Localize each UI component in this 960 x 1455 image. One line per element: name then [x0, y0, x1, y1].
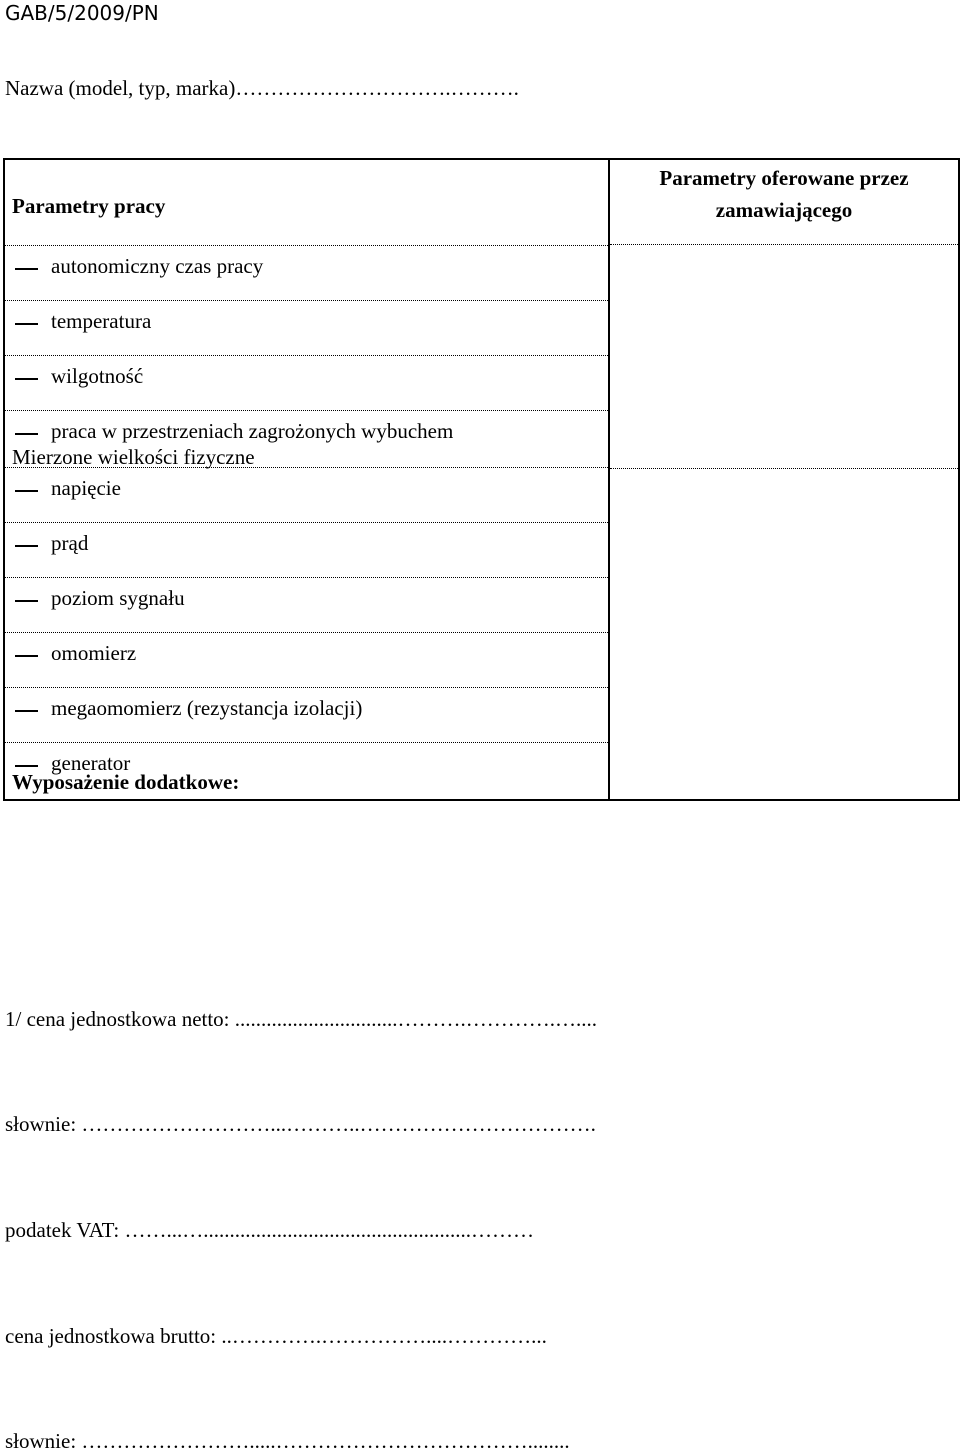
dash-bullet-icon: [15, 765, 38, 767]
header-offered-line2: zamawiającego: [715, 198, 853, 222]
list-item: napięcie: [5, 468, 608, 523]
amount-in-words-line-2: słownie: …………………….....………………………………........: [5, 1429, 570, 1453]
list-item: autonomiczny czas pracy: [5, 246, 608, 301]
dash-bullet-icon: [15, 378, 38, 380]
dash-bullet-icon: [15, 490, 38, 492]
list-item: generator Wyposażenie dodatkowe:: [12, 751, 240, 794]
header-left-cell: [4, 159, 609, 246]
group1-right-cell: [609, 246, 959, 468]
header-right-cell: [609, 159, 959, 246]
list-item: temperatura: [5, 301, 608, 356]
document-code: GAB/5/2009/PN: [5, 1, 159, 25]
dash-bullet-icon: [15, 323, 38, 325]
dash-bullet-icon: [15, 433, 38, 435]
gross-unit-price-line: cena jednostkowa brutto: ..………….……………....…………...: [5, 1324, 547, 1348]
group1-left-cell: [4, 246, 609, 468]
list-item: prąd: [5, 523, 608, 578]
group2-right-cell: [609, 468, 959, 800]
list-item: megaomomierz (rezystancja izolacji): [5, 688, 608, 743]
dash-bullet-icon: [15, 710, 38, 712]
section-additional-equipment: Wyposażenie dodatkowe:: [12, 770, 240, 794]
group2-left-cell: [4, 468, 609, 800]
dash-bullet-icon: [15, 545, 38, 547]
section-measured-quantities: Mierzone wielkości fizyczne: [12, 445, 255, 469]
list-item: omomierz: [5, 633, 608, 688]
net-unit-price-line: 1/ cena jednostkowa netto: ...............................……….………….…....: [5, 1007, 598, 1031]
vat-line: podatek VAT: ……...…...................................................………: [5, 1218, 535, 1242]
parameters-table: [3, 158, 960, 801]
dash-bullet-icon: [15, 600, 38, 602]
dash-bullet-icon: [15, 268, 38, 270]
header-parameters-of-work: Parametry pracy: [12, 194, 166, 218]
list-item: praca w przestrzeniach zagrożonych wybuchem Mierzone wielkości fizyczne: [5, 411, 608, 468]
list-item: poziom sygnału: [5, 578, 608, 633]
list-item: wilgotność: [5, 356, 608, 411]
product-name-line: Nazwa (model, typ, marka)………………………….……….: [5, 76, 519, 100]
amount-in-words-line-1: słownie: ………………………...………..…………………………….: [5, 1112, 596, 1136]
header-offered-line1: Parametry oferowane przez: [659, 166, 909, 190]
dash-bullet-icon: [15, 655, 38, 657]
